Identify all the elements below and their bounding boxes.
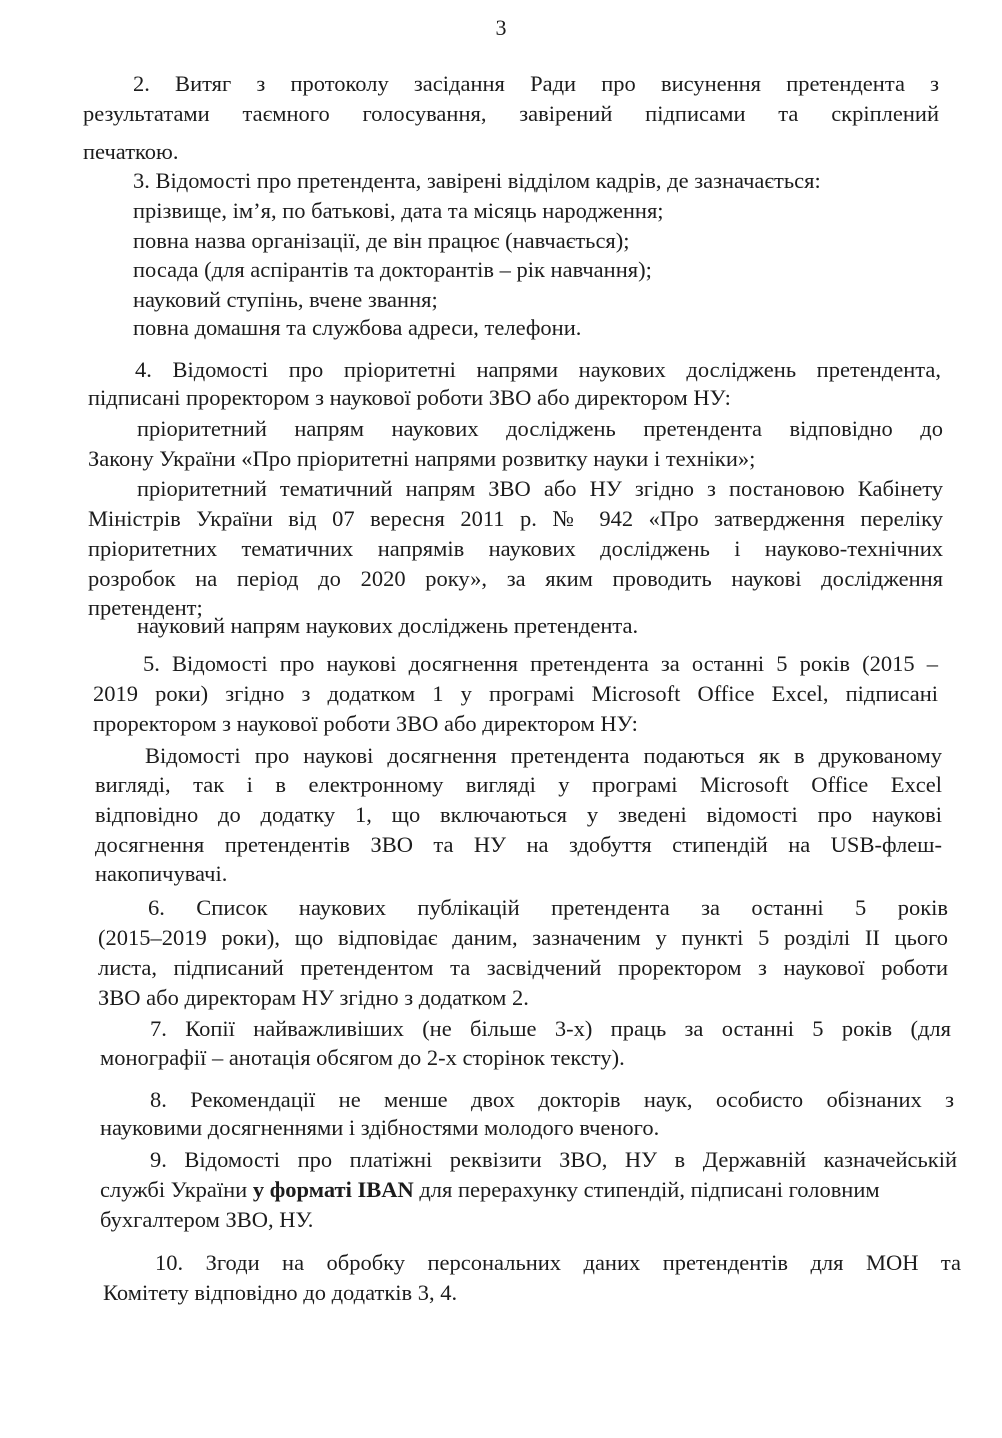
item-5-line-2: 2019 роки) згідно з додатком 1 у програмі Microsoft Office Excel, підписані [93, 681, 938, 706]
item-4-line-10: науковий напрям наукових досліджень претендента. [137, 613, 639, 638]
item-3-line-5: науковий ступінь, вчене звання; [133, 287, 438, 312]
item-4-line-9: претендент; [88, 595, 203, 620]
item-6-line-3: листа, підписаний претендентом та засвідчений проректором з наукової роботи [98, 955, 948, 980]
item-7-line-1: 7. Копії найважливіших (не більше 3-х) праць за останні 5 років (для [150, 1016, 951, 1041]
item-6-line-2: (2015–2019 роки), що відповідає даним, зазначеним у пункті 5 розділі ІІ цього [98, 925, 948, 950]
item-4-line-7: пріоритетних тематичних напрямів наукових досліджень і науково-технічних [88, 536, 943, 561]
item-4-line-8: розробок на період до 2020 року», за яким проводить наукові дослідження [88, 566, 943, 591]
item-4-line-4: Закону України «Про пріоритетні напрями розвитку науки і техніки»; [88, 446, 756, 471]
item-9-line-1: 9. Відомості про платіжні реквізити ЗВО, НУ в Державній казначейській [150, 1147, 957, 1172]
page-number: 3 [495, 15, 507, 40]
item-4-line-3: пріоритетний напрям наукових досліджень претендента відповідно до [137, 416, 943, 441]
item-3-line-4: посада (для аспірантів та докторантів – рік навчання); [133, 257, 652, 282]
item-3-line-3: повна назва організації, де він працює (навчається); [133, 228, 630, 253]
item-2-line-2: результатами таємного голосування, завірений підписами та скріплений [83, 101, 939, 126]
item-2-line-1: 2. Витяг з протоколу засідання Ради про висунення претендента з [133, 71, 939, 96]
item-8-line-2: науковими досягненнями і здібностями молодого вченого. [100, 1115, 660, 1140]
item-4-line-1: 4. Відомості про пріоритетні напрями наукових досліджень претендента, [135, 357, 941, 382]
item-5-line-3: проректором з наукової роботи ЗВО або директором НУ: [93, 711, 638, 736]
item-8-line-1: 8. Рекомендації не менше двох докторів наук, особисто обізнаних з [150, 1087, 954, 1112]
item-5-line-8: накопичувачі. [95, 861, 228, 886]
item-7-line-2: монографії – анотація обсягом до 2-х сторінок тексту). [100, 1045, 625, 1070]
item-3-line-2: прізвище, ім’я, по батькові, дата та місяць народження; [133, 198, 664, 223]
item-3-line-6: повна домашня та службова адреси, телефони. [133, 315, 582, 340]
item-9-line-2-start: службі України [100, 1177, 253, 1202]
item-4-line-6: Міністрів України від 07 вересня 2011 р. № 942 «Про затвердження переліку [88, 506, 943, 531]
item-6-line-4: ЗВО або директорам НУ згідно з додатком 2. [98, 985, 529, 1010]
item-5-line-1: 5. Відомості про наукові досягнення претендента за останні 5 років (2015 – [143, 651, 938, 676]
item-6-line-1: 6. Список наукових публікацій претендента за останні 5 років [148, 895, 948, 920]
item-3-line-1: 3. Відомості про претендента, завірені відділом кадрів, де зазначається: [133, 168, 821, 193]
item-9-line-2 [100, 1175, 880, 1205]
item-5-line-6: відповідно до додатку 1, що включаються у зведені відомості про наукові [95, 802, 942, 827]
item-9-line-3: бухгалтером ЗВО, НУ. [100, 1207, 314, 1232]
item-4-line-2: підписані проректором з наукової роботи ЗВО або директором НУ: [88, 385, 731, 410]
item-5-line-5: вигляді, так і в електронному вигляді у програмі Microsoft Office Excel [95, 772, 942, 797]
item-4-line-5: пріоритетний тематичний напрям ЗВО або НУ згідно з постановою Кабінету [137, 476, 943, 501]
item-9-line-2-end: для перерахунку стипендій, підписані головним [413, 1177, 880, 1202]
item-5-line-4: Відомості про наукові досягнення претендента подаються як в друкованому [145, 743, 942, 768]
item-10-line-2: Комітету відповідно до додатків 3, 4. [103, 1280, 458, 1305]
item-10-line-1: 10. Згоди на обробку персональних даних претендентів для МОН та [155, 1250, 961, 1275]
iban-emphasis: у форматі IBAN [252, 1177, 414, 1202]
item-5-line-7: досягнення претендентів ЗВО та НУ на здобуття стипендій на USB-флеш- [95, 832, 942, 857]
item-2-line-3: печаткою. [83, 139, 179, 164]
